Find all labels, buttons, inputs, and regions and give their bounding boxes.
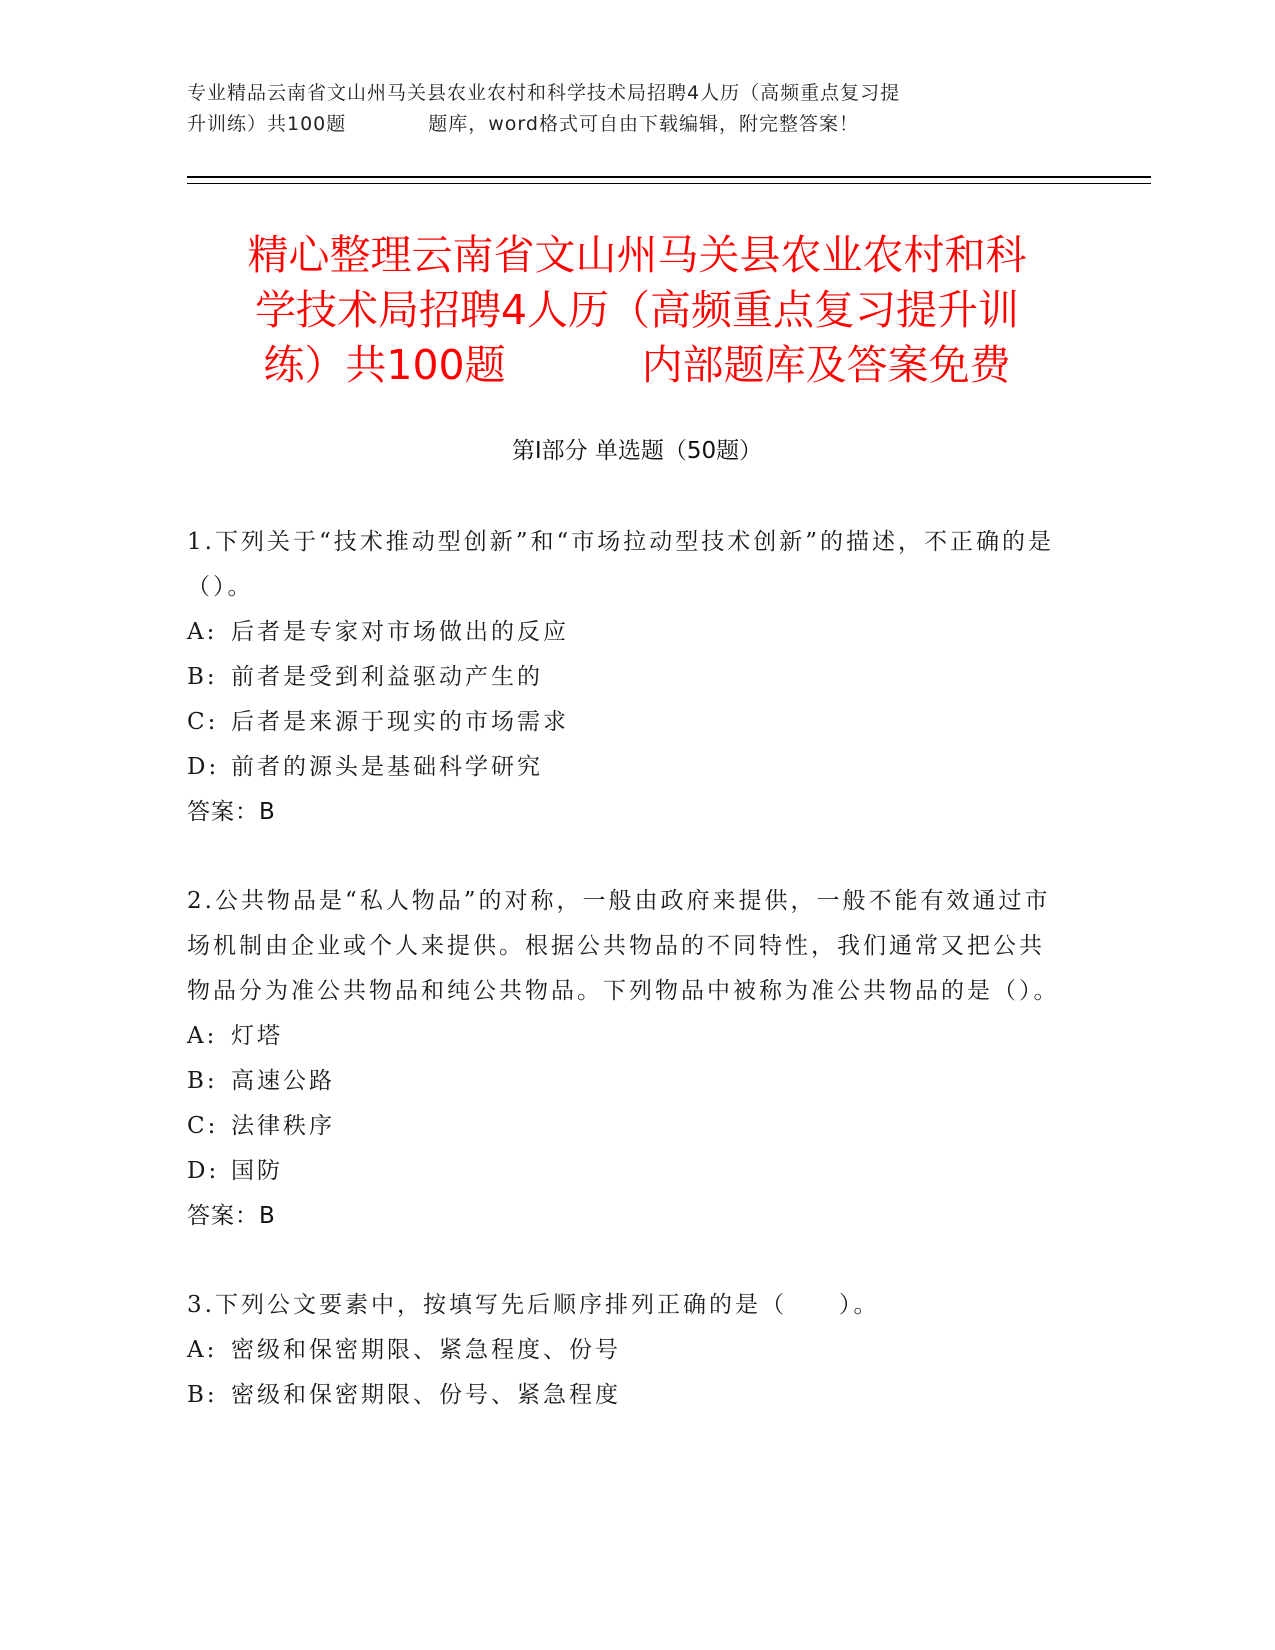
option-text: 灯塔 — [231, 1023, 283, 1049]
title-line-3-right: 内部题库及答案免费 — [641, 341, 1011, 389]
option-letter: C: — [187, 709, 219, 735]
option-letter: A: — [187, 1023, 218, 1049]
option-text: 法律秩序 — [231, 1113, 335, 1139]
option-text: 国防 — [231, 1158, 283, 1184]
question-2 — [187, 879, 1067, 1239]
option-text: 密级和保密期限、紧急程度、份号 — [231, 1337, 621, 1363]
option-text: 后者是来源于现实的市场需求 — [231, 709, 569, 735]
option-text: 前者是受到利益驱动产生的 — [231, 664, 543, 690]
option-text: 密级和保密期限、份号、紧急程度 — [231, 1382, 621, 1408]
header-line-1: 专业精品云南省文山州马关县农业农村和科学技术局招聘4人历（高频重点复习提 — [187, 82, 901, 104]
question-list — [187, 520, 1067, 1462]
option-text: 高速公路 — [231, 1068, 335, 1094]
title-line-3 — [187, 338, 1087, 393]
section-heading: 第Ⅰ部分 单选题（50题） — [511, 438, 763, 464]
option-letter: D: — [187, 1158, 220, 1184]
document-title — [187, 228, 1087, 393]
question-text: 3.下列公文要素中，按填写先后顺序排列正确的是（ ）。 — [187, 1292, 880, 1318]
option-d — [187, 745, 1067, 790]
option-b — [187, 655, 1067, 700]
header-line-2-right: 题库，word格式可自由下载编辑，附完整答案！ — [428, 113, 859, 135]
option-letter: A: — [187, 1337, 218, 1363]
option-d — [187, 1149, 1067, 1194]
option-letter: D: — [187, 754, 220, 780]
header-divider-thick — [187, 176, 1151, 178]
title-line-3-left: 练）共100题 — [263, 341, 506, 389]
option-a — [187, 610, 1067, 655]
answer-label: 答案：B — [187, 799, 276, 825]
option-c — [187, 1104, 1067, 1149]
question-text: 1.下列关于“技术推动型创新”和“市场拉动型技术创新”的描述，不正确的是（）。 — [187, 529, 1054, 600]
option-b — [187, 1373, 1067, 1418]
question-text: 2.公共物品是“私人物品”的对称，一般由政府来提供，一般不能有效通过市场机制由企业或个人来提供。根据公共物品的不同特性，我们通常又把公共物品分为准公共物品和纯公共物品。下列物品中被称为准公共物品的是（）。 — [187, 888, 1060, 1004]
option-letter: A: — [187, 619, 218, 645]
option-a — [187, 1328, 1067, 1373]
question-3 — [187, 1283, 1067, 1418]
option-letter: B: — [187, 1068, 218, 1094]
header-line-2-left: 升训练）共100题 — [187, 113, 347, 135]
document-header — [187, 78, 1087, 140]
option-text: 后者是专家对市场做出的反应 — [231, 619, 569, 645]
title-line-1: 精心整理云南省文山州马关县农业农村和科 — [247, 231, 1027, 279]
question-1 — [187, 520, 1067, 835]
header-divider-thin — [187, 183, 1151, 184]
option-letter: C: — [187, 1113, 219, 1139]
option-letter: B: — [187, 1382, 218, 1408]
header-line-2 — [187, 109, 1087, 140]
title-line-2: 学技术局招聘4人历（高频重点复习提升训 — [254, 286, 1020, 334]
option-a — [187, 1014, 1067, 1059]
answer-label: 答案：B — [187, 1203, 276, 1229]
option-text: 前者的源头是基础科学研究 — [231, 754, 543, 780]
option-c — [187, 700, 1067, 745]
option-b — [187, 1059, 1067, 1104]
option-letter: B: — [187, 664, 218, 690]
